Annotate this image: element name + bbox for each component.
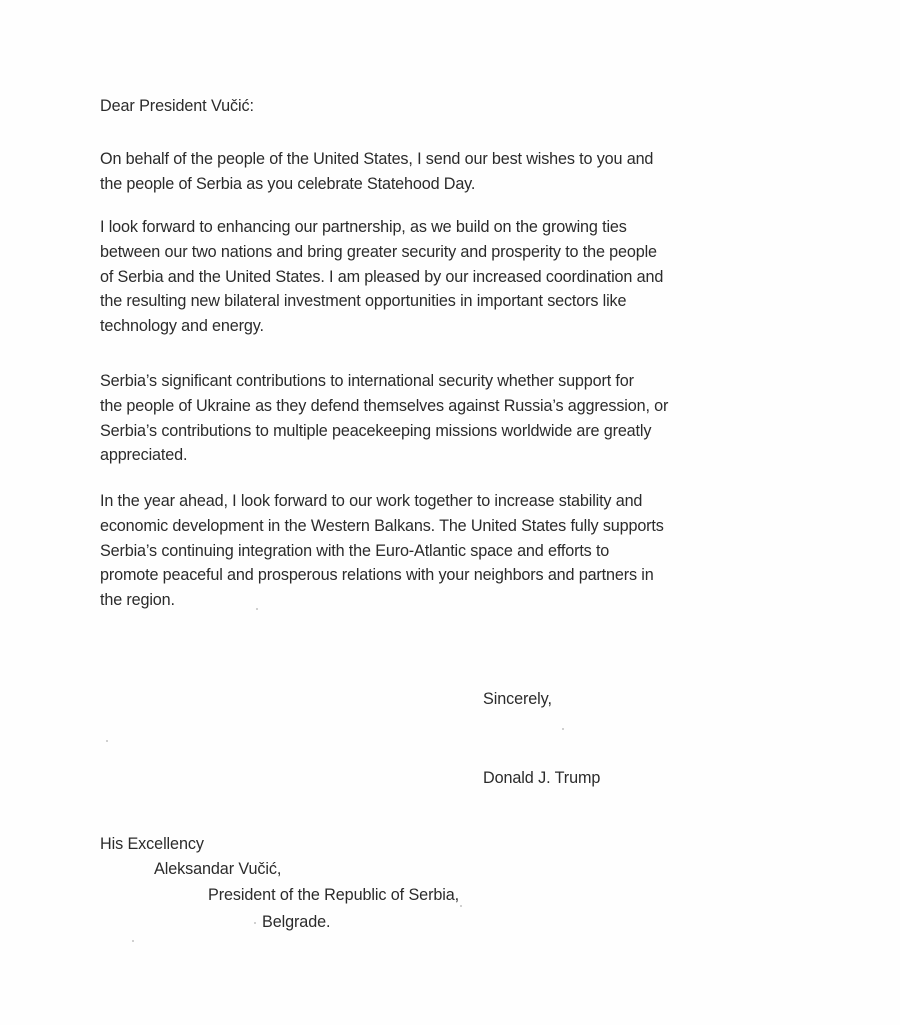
scan-speck	[254, 922, 256, 924]
address-title: His Excellency	[100, 835, 204, 853]
scan-speck	[460, 905, 462, 907]
paragraph-line: the resulting new bilateral investment opportunities in important sectors like	[100, 292, 627, 311]
paragraph-line: Serbia’s continuing integration with the Euro-Atlantic space and efforts to	[100, 541, 610, 560]
address-position: President of the Republic of Serbia,	[208, 886, 460, 904]
paragraph-line: In the year ahead, I look forward to our work together to increase stability and	[100, 492, 643, 510]
paragraph-line: the people of Serbia as you celebrate Statehood Day.	[100, 174, 476, 193]
address-name: Aleksandar Vučić,	[154, 860, 282, 878]
paragraph-line: economic development in the Western Balkans. The United States fully supports	[100, 516, 664, 535]
scan-speck	[256, 608, 258, 610]
paragraph-line: On behalf of the people of the United States, I send our best wishes to you and	[100, 150, 654, 168]
paragraph-year-ahead	[100, 489, 820, 613]
paragraph-line: appreciated.	[100, 446, 188, 465]
scan-speck	[562, 728, 564, 730]
paragraph-partnership	[100, 215, 820, 339]
paragraph-greeting	[100, 147, 820, 197]
paragraph-line: between our two nations and bring greater security and prosperity to the people	[100, 242, 657, 261]
paragraph-line: promote peaceful and prosperous relations with your neighbors and partners in	[100, 566, 654, 585]
paragraph-line: technology and energy.	[100, 317, 264, 336]
paragraph-line: the people of Ukraine as they defend themselves against Russia’s aggression, or	[100, 396, 669, 415]
scan-speck	[132, 940, 134, 942]
paragraph-line: the region.	[100, 591, 175, 610]
address-city: Belgrade.	[262, 913, 331, 931]
paragraph-contributions	[100, 369, 820, 468]
signature-name: Donald J. Trump	[483, 769, 601, 787]
paragraph-line: I look forward to enhancing our partnership, as we build on the growing ties	[100, 218, 627, 236]
closing: Sincerely,	[483, 690, 552, 708]
paragraph-line: of Serbia and the United States. I am pleased by our increased coordination and	[100, 267, 664, 286]
scan-speck	[106, 740, 108, 742]
salutation: Dear President Vučić:	[100, 97, 254, 115]
paragraph-line: Serbia’s significant contributions to international security whether support for	[100, 372, 634, 390]
paragraph-line: Serbia’s contributions to multiple peacekeeping missions worldwide are greatly	[100, 421, 652, 440]
